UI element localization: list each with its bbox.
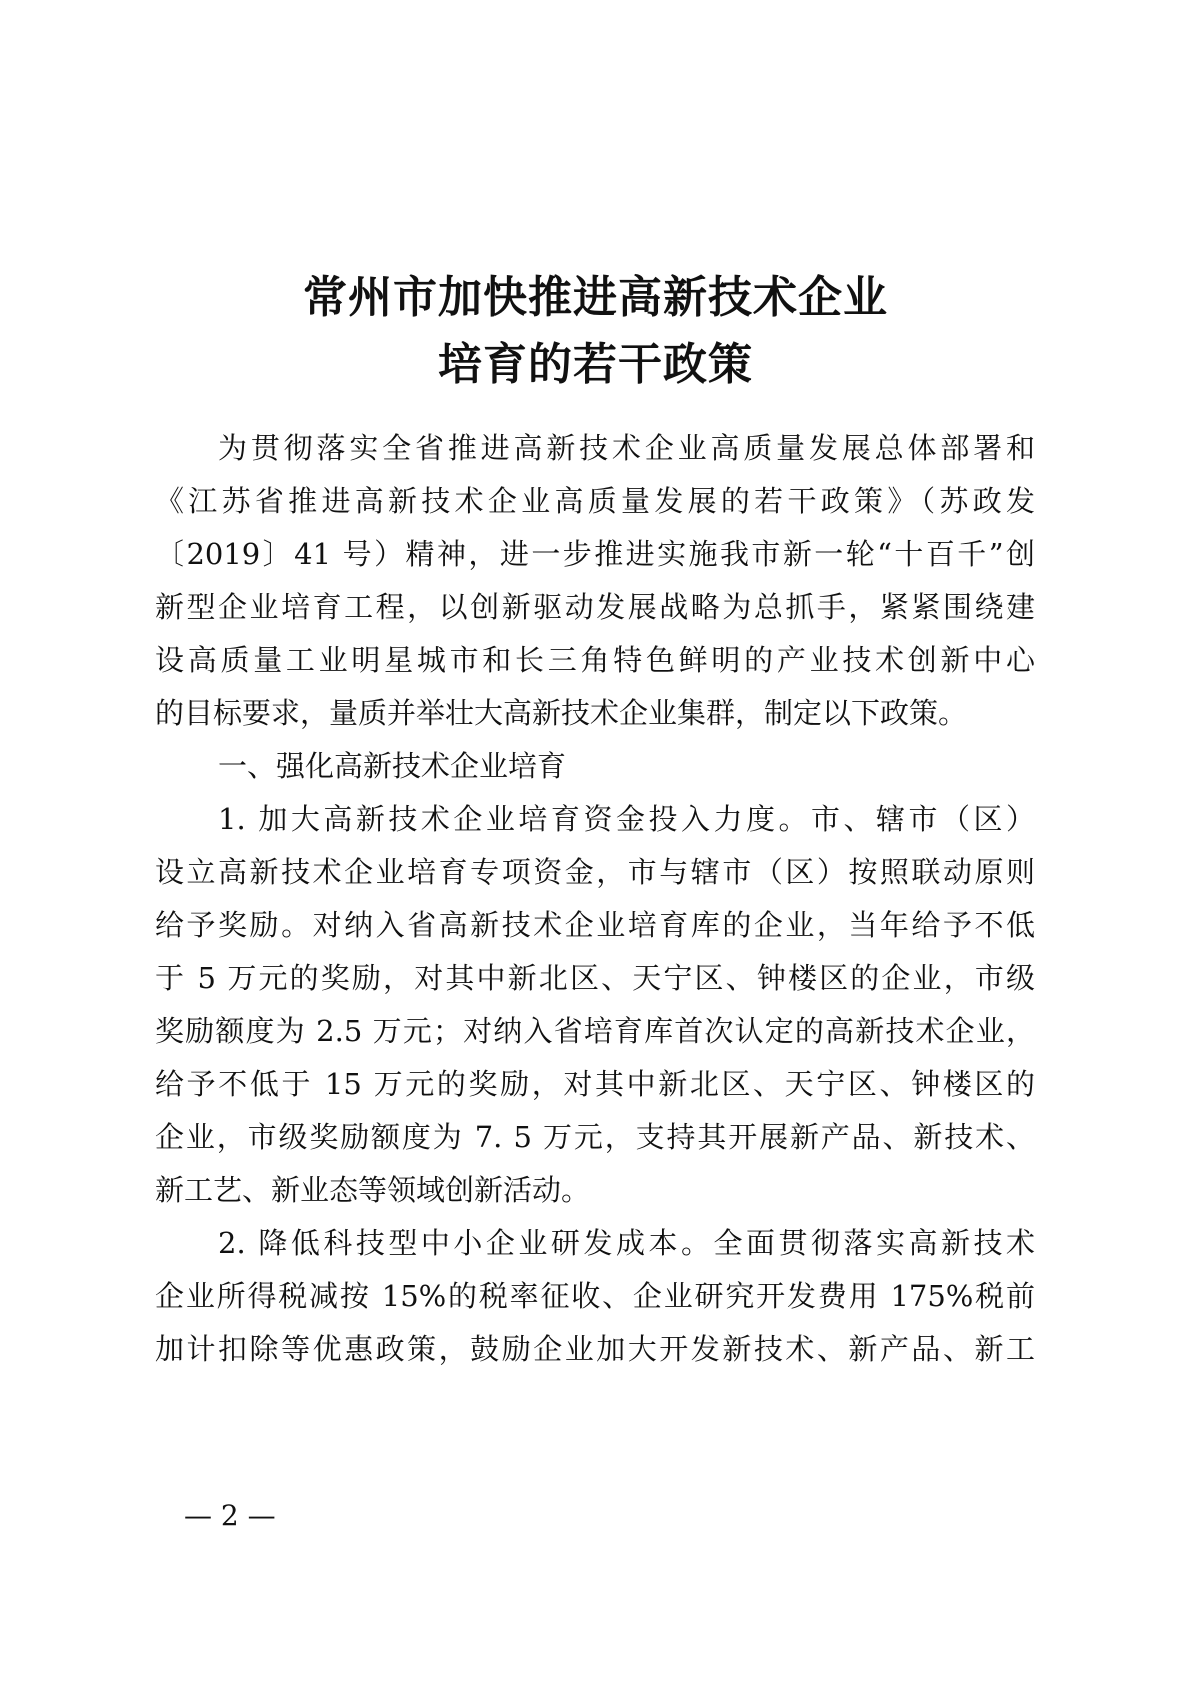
text-line: 〔2019〕41 号）精神，进一步推进实施我市新一轮“十百千”创	[155, 537, 1035, 571]
text-line: 企业所得税减按 15%的税率征收、企业研究开发费用 175%税前	[155, 1279, 1035, 1313]
text-line: 设高质量工业明星城市和长三角特色鲜明的产业技术创新中心	[155, 643, 1035, 677]
text-line: 于 5 万元的奖励，对其中新北区、天宁区、钟楼区的企业，市级	[155, 961, 1035, 995]
page-number: — 2 —	[184, 1499, 276, 1532]
text-line: 给予不低于 15 万元的奖励，对其中新北区、天宁区、钟楼区的	[155, 1067, 1035, 1101]
text-line: 企业，市级奖励额度为 7. 5 万元，支持其开展新产品、新技术、	[155, 1120, 1035, 1154]
document-title-line-2: 培育的若干政策	[438, 339, 753, 390]
text-line: 新型企业培育工程，以创新驱动发展战略为总抓手，紧紧围绕建	[155, 590, 1035, 624]
text-line: 设立高新技术企业培育专项资金，市与辖市（区）按照联动原则	[155, 855, 1035, 889]
section-heading: 一、强化高新技术企业培育	[218, 749, 567, 783]
text-line: 奖励额度为 2.5 万元；对纳入省培育库首次认定的高新技术企业，	[155, 1014, 1035, 1048]
text-line: 《江苏省推进高新技术企业高质量发展的若干政策》（苏政发	[155, 484, 1035, 518]
text-line: 的目标要求，量质并举壮大高新技术企业集群，制定以下政策。	[155, 696, 968, 730]
document-title-line-1: 常州市加快推进高新技术企业	[303, 272, 888, 323]
text-line: 为贯彻落实全省推进高新技术企业高质量发展总体部署和	[218, 431, 1035, 465]
text-line: 2. 降低科技型中小企业研发成本。全面贯彻落实高新技术	[218, 1226, 1035, 1260]
text-line: 新工艺、新业态等领域创新活动。	[155, 1173, 591, 1207]
text-line: 给予奖励。对纳入省高新技术企业培育库的企业，当年给予不低	[155, 908, 1035, 942]
text-line: 加计扣除等优惠政策，鼓励企业加大开发新技术、新产品、新工	[155, 1332, 1035, 1366]
text-line: 1. 加大高新技术企业培育资金投入力度。市、辖市（区）	[218, 802, 1035, 836]
